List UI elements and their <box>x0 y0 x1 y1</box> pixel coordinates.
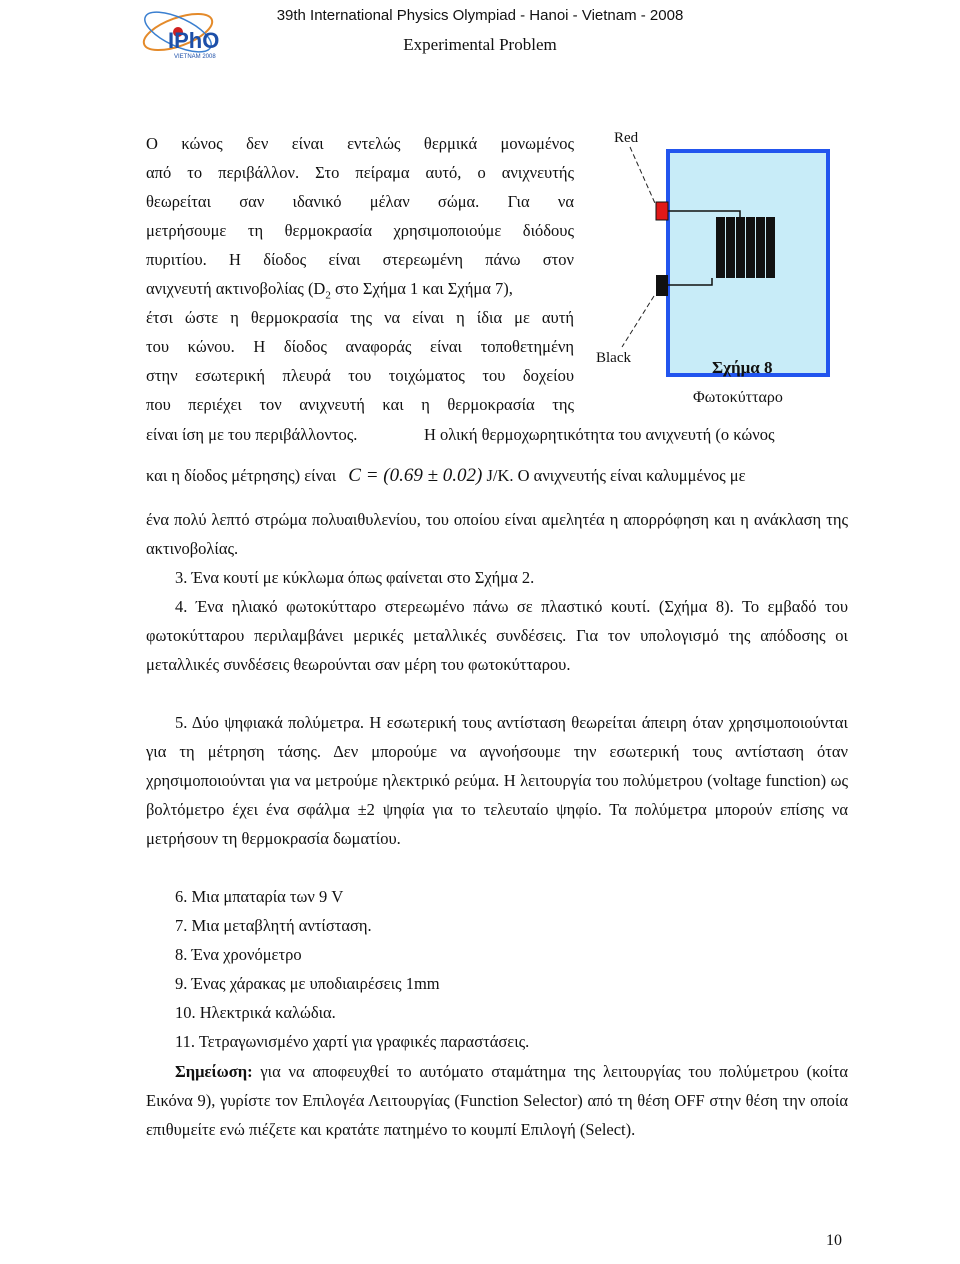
intro-line: ανιχνευτή ακτινοβολίας ($D_2$ στο Σχήμα 1 και Σχήμα 7), <box>146 279 513 302</box>
page-number: 10 <box>826 1232 842 1249</box>
list-item: 7. Μια μεταβλητή αντίσταση. <box>175 916 372 935</box>
list-item: 4. Ένα ηλιακό φωτοκύτταρο στερεωμένο πάνω σε πλαστικό κουτί. (Σχήμα 8). Το εμβαδό του φωτοκύτταρου περιλαμβάνει μερικές μεταλλικές συνδέσεις. Για τον υπολογισμό της απόδοσης οι μεταλλικές συνδέσεις θεωρούνται σαν μέρη του φωτοκύτταρου. <box>146 597 848 674</box>
list-item: 10. Ηλεκτρικά καλώδια. <box>175 1003 336 1022</box>
intro-line: Ο κώνος δεν είναι εντελώς θερμικά μονωμένος <box>146 134 574 153</box>
heat-capacity-formula: C = (0.69 ± 0.02) <box>348 465 483 486</box>
intro-line: μετρήσουμε τη θερμοκρασία χρησιμοποιούμε διόδους <box>146 221 574 240</box>
intro-line: έτσι ώστε η θερμοκρασία της να είναι η ίδια με αυτή <box>146 308 574 327</box>
figure-caption-sub: Φωτοκύτταρο <box>693 389 783 406</box>
list-item: 8. Ένα χρονόμετρο <box>175 945 302 964</box>
note-label: Σημείωση: <box>175 1062 253 1081</box>
svg-text:IPhO: IPhO <box>168 28 220 53</box>
svg-text:VIETNAM 2008: VIETNAM 2008 <box>174 54 216 60</box>
black-terminal <box>656 275 668 296</box>
formula-line: και η δίοδος μέτρησης) είναι C = (0.69 ± 0.02) J/K. Ο ανιχνευτής είναι καλυμμένος με <box>146 465 746 486</box>
intro-line: είναι ίση με του περιβάλλοντος. <box>146 425 358 444</box>
intro-line: πυριτίου. Η δίοδος είναι στερεωμένη πάνω στον <box>146 250 574 269</box>
intro-line: του κώνου. Η δίοδος αναφοράς είναι τοποθετημένη <box>146 337 574 356</box>
intro-line: που περιέχει τον ανιχνευτή και η θερμοκρασία της <box>146 395 574 414</box>
list-item: 9. Ένας χάρακας με υποδιαιρέσεις 1mm <box>175 974 440 993</box>
figure-photocell <box>588 120 858 420</box>
list-item: 5. Δύο ψηφιακά πολύμετρα. Η εσωτερική τους αντίσταση θεωρείται άπειρη όταν χρησιμοποιούνται για τη μέτρηση τάσης. Δεν μπορούμε να αγνοήσουμε την εσωτερική τους αντίσταση όταν χρησιμοποιούνται για να μετρούμε ηλεκτρικό ρεύμα. Η λειτουργία του πολύμετρου (voltage function) ως βολτόμετρο έχει ένα σφάλμα ±2 ψηφία για το τελευταίο ψηφίο. Τα πολύμετρα μπορούν επίσης να μετρήσουν τη θερμοκρασία δωματίου. <box>146 713 848 848</box>
intro-line: Η ολική θερμοχωρητικότητα του ανιχνευτή (ο κώνος <box>424 425 775 444</box>
red-terminal <box>656 202 668 220</box>
intro-line: θεωρείται σαν ιδανικό μέλαν σώμα. Για να <box>146 192 574 211</box>
intro-line: από το περιβάλλον. Στο πείραμα αυτό, ο ανιχνευτής <box>146 163 574 182</box>
list-item: 3. Ένα κουτί με κύκλωμα όπως φαίνεται στο Σχήμα 2. <box>175 568 535 587</box>
list-item: 11. Τετραγωνισμένο χαρτί για γραφικές παραστάσεις. <box>175 1032 530 1051</box>
red-label: Red <box>614 130 639 146</box>
intro-line: στην εσωτερική πλευρά του τοιχώματος του δοχείου <box>146 366 574 385</box>
black-label: Black <box>596 350 631 366</box>
header-title: 39th International Physics Olympiad - Hanoi - Vietnam - 2008 <box>276 7 684 24</box>
header-subtitle: Experimental Problem <box>403 35 557 54</box>
note-paragraph: Σημείωση: για να αποφευχθεί το αυτόματο σταμάτημα της λειτουργίας του πολύμετρου (κοίτα Εικόνα 9), γυρίστε τον Επιλογέα Λειτουργίας (Function Selector) από τη θέση OFF στην θέση την οποία επιθυμείτε ενώ πιέζετε και κρατάτε πατημένο το κουμπί Επιλογή (Select). <box>146 1062 848 1139</box>
list-item: 6. Μια μπαταρία των 9 V <box>175 887 344 906</box>
body-paragraph: ένα πολύ λεπτό στρώμα πολυαιθυλενίου, του οποίου είναι αμελητέα η απορρόφηση και η ανάκλαση της ακτινοβολίας. <box>146 510 848 558</box>
figure-caption-title: Σχήμα 8 <box>712 358 773 377</box>
